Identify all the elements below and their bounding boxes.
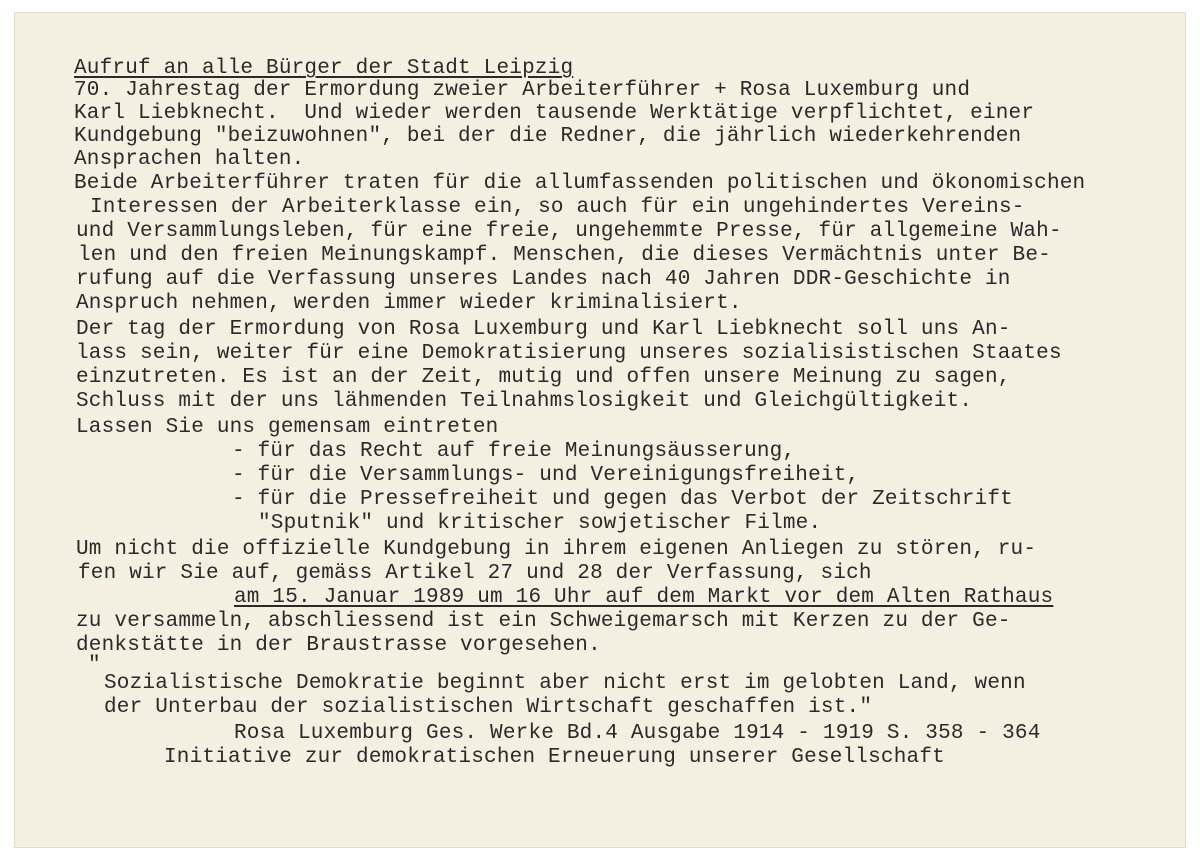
text-line: zu versammeln, abschliessend ist ein Schweigemarsch mit Kerzen zu der Ge- xyxy=(76,610,1011,633)
text-line: rufung auf die Verfassung unseres Landes nach 40 Jahren DDR-Geschichte in xyxy=(76,268,1011,291)
list-item: - für das Recht auf freie Meinungsäusserung, xyxy=(232,440,796,463)
quote-line: der Unterbau der sozialistischen Wirtschaft geschaffen ist." xyxy=(104,696,873,719)
text-line: fen wir Sie auf, gemäss Artikel 27 und 28 der Verfassung, sich xyxy=(78,562,872,585)
list-item: - für die Pressefreiheit und gegen das Verbot der Zeitschrift xyxy=(232,488,1013,511)
text-line: einzutreten. Es ist an der Zeit, mutig und offen unsere Meinung zu sagen, xyxy=(76,366,1011,389)
text-line: lass sein, weiter für eine Demokratisierung unseres sozialisistischen Staates xyxy=(76,342,1062,365)
text-line: und Versammlungsleben, für eine freie, ungehemmte Presse, für allgemeine Wah- xyxy=(76,220,1062,243)
text-line: Kundgebung "beizuwohnen", bei der die Redner, die jährlich wiederkehrenden xyxy=(74,125,1022,148)
text-line: len und den freien Meinungskampf. Menschen, die dieses Vermächtnis unter Be- xyxy=(78,244,1051,267)
list-item-continuation: "Sputnik" und kritischer sowjetischer Filme. xyxy=(258,512,822,535)
meeting-date-line: am 15. Januar 1989 um 16 Uhr auf dem Markt vor dem Alten Rathaus xyxy=(234,586,1054,609)
text-line: Um nicht die offizielle Kundgebung in ihrem eigenen Anliegen zu stören, ru- xyxy=(76,538,1037,561)
text-line: denkstätte in der Braustrasse vorgesehen. xyxy=(76,634,601,657)
document-title: Aufruf an alle Bürger der Stadt Leipzig xyxy=(74,57,574,80)
quote-line: Sozialistische Demokratie beginnt aber nicht erst im gelobten Land, wenn xyxy=(104,672,1026,695)
text-line: Beide Arbeiterführer traten für die allumfassenden politischen und ökonomischen xyxy=(74,172,1086,195)
text-line: Karl Liebknecht. Und wieder werden tausende Werktätige verpflichtet, einer xyxy=(74,102,1035,125)
text-line: Der tag der Ermordung von Rosa Luxemburg und Karl Liebknecht soll uns An- xyxy=(76,318,1011,341)
text-line: Anspruch nehmen, werden immer wieder kriminalisiert. xyxy=(76,292,742,315)
text-line: Interessen der Arbeiterklasse ein, so auch für ein ungehindertes Vereins- xyxy=(90,196,1025,219)
quote-mark: " xyxy=(88,654,101,677)
text-line: Ansprachen halten. xyxy=(74,148,305,171)
quote-source: Rosa Luxemburg Ges. Werke Bd.4 Ausgabe 1914 - 1919 S. 358 - 364 xyxy=(234,722,1041,745)
text-line: 70. Jahrestag der Ermordung zweier Arbeiterführer + Rosa Luxemburg und xyxy=(74,79,971,102)
text-line: Schluss mit der uns lähmenden Teilnahmslosigkeit und Gleichgültigkeit. xyxy=(76,390,973,413)
text-line: Lassen Sie uns gemensam eintreten xyxy=(76,416,499,439)
signature-line: Initiative zur demokratischen Erneuerung unserer Gesellschaft xyxy=(164,746,945,769)
list-item: - für die Versammlungs- und Vereinigungsfreiheit, xyxy=(232,464,860,487)
